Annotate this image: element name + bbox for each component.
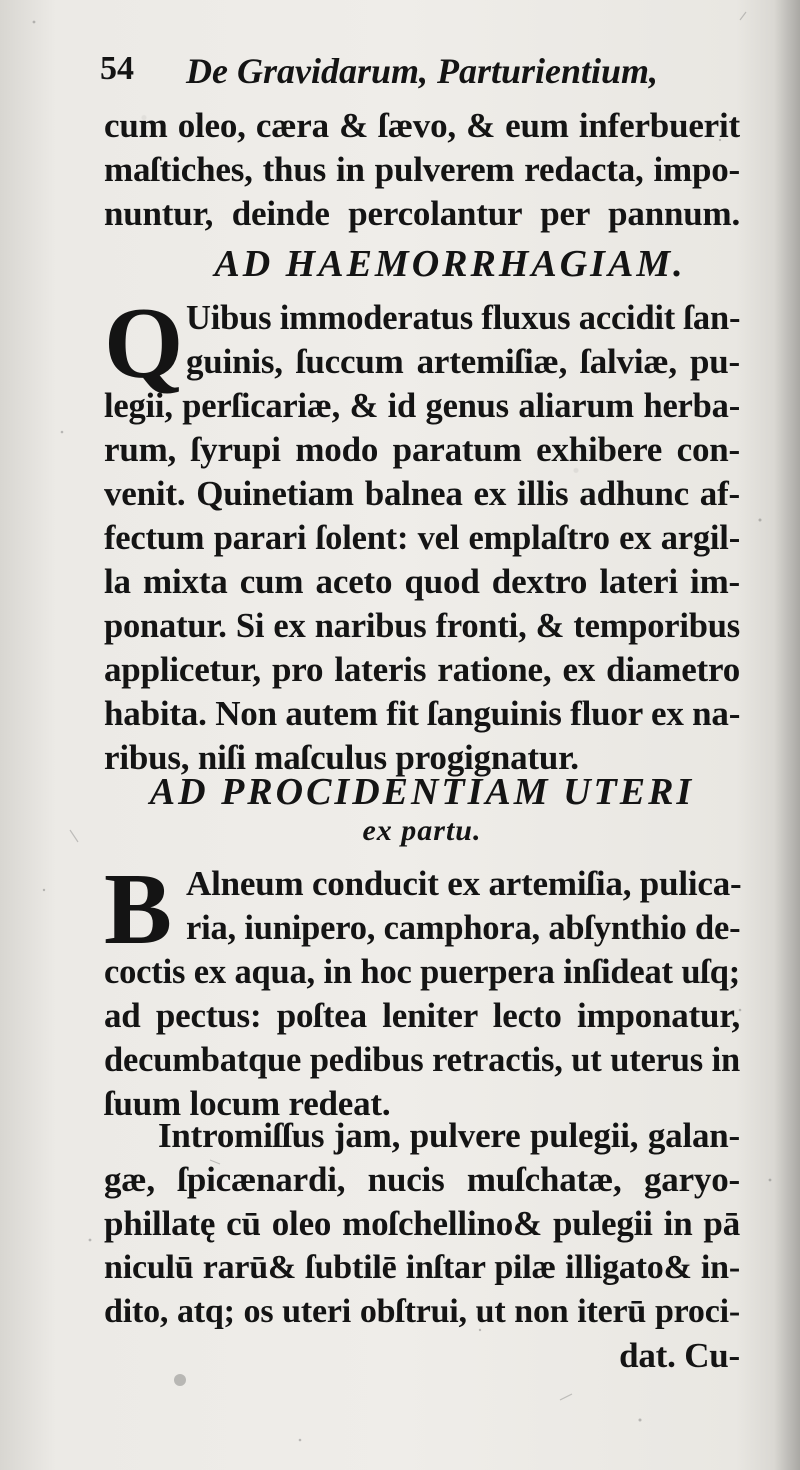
text-line: fectum parari ſolent: vel emplaſtro ex argil- (104, 519, 740, 557)
page-edge-shadow (774, 0, 800, 1470)
text-line: legii, perſicariæ, & id genus aliarum herba- (104, 387, 740, 425)
text-line: nuntur, deinde percolantur per pannum. (104, 194, 740, 233)
drop-cap: Q (104, 287, 184, 400)
running-head (100, 44, 660, 94)
text-line: Alneum conducit ex artemiſia, pulica- (186, 864, 742, 903)
text-line: la mixta cum aceto quod dextro lateri im- (104, 562, 740, 601)
text-line: ponatur. Si ex naribus fronti, & temporibus (104, 607, 740, 645)
text-line: guinis, ſuccum artemiſiæ, ſalviæ, pu- (186, 342, 740, 381)
text-line: Intromiſſus jam, pulvere pulegii, galan- (158, 1116, 740, 1155)
text-line: phillatę cū oleo moſchellino& pulegii in pā (104, 1204, 740, 1243)
text-line: venit. Quinetiam balnea ex illis adhunc af- (104, 474, 740, 513)
running-title: De Gravidarum, Parturientium, (186, 51, 659, 91)
text-line: habita. Non autem fit ſanguinis fluor ex na- (104, 694, 741, 733)
text-line: rum, ſyrupi modo paratum exhibere con- (104, 430, 740, 469)
text-line: Uibus immoderatus fluxus accidit ſan- (186, 299, 741, 337)
text-line: ribus, niſi maſculus progignatur. (104, 738, 579, 777)
section-heading-haemorrhagiam: AD HAEMORRHAGIAM. (214, 243, 686, 285)
page-number: 54 (100, 50, 134, 87)
text-line: gæ, ſpicænardi, nucis muſchatæ, garyo- (104, 1160, 740, 1199)
text-line: decumbatque pedibus retractis, ut uterus in (104, 1041, 740, 1079)
drop-cap: B (104, 853, 173, 966)
text-line: ad pectus: poſtea leniter lecto imponatur, (104, 996, 740, 1035)
text-line: coctis ex aqua, in hoc puerpera inſideat uſq; (104, 953, 740, 991)
text-line: dito, atq; os uteri obſtrui, ut non iterū proci- (104, 1293, 740, 1330)
text-line: niculū rarū& ſubtilē inſtar pilæ illigato& in- (104, 1249, 740, 1286)
section-subheading: ex partu. (362, 814, 482, 847)
text-line: cum oleo, cæra & ſævo, & eum inferbuerit (104, 106, 740, 145)
catchword-line: dat. Cu- (619, 1336, 740, 1375)
section-heading-procidentiam: AD PROCIDENTIAM UTERI (149, 771, 695, 813)
text-line: ria, iunipero, camphora, abſynthio de- (186, 909, 741, 947)
text-line: applicetur, pro lateris ratione, ex diametro (104, 650, 740, 689)
text-line: ſuum locum redeat. (104, 1084, 391, 1123)
text-line: maſtiches, thus in pulverem redacta, impo- (104, 150, 740, 189)
